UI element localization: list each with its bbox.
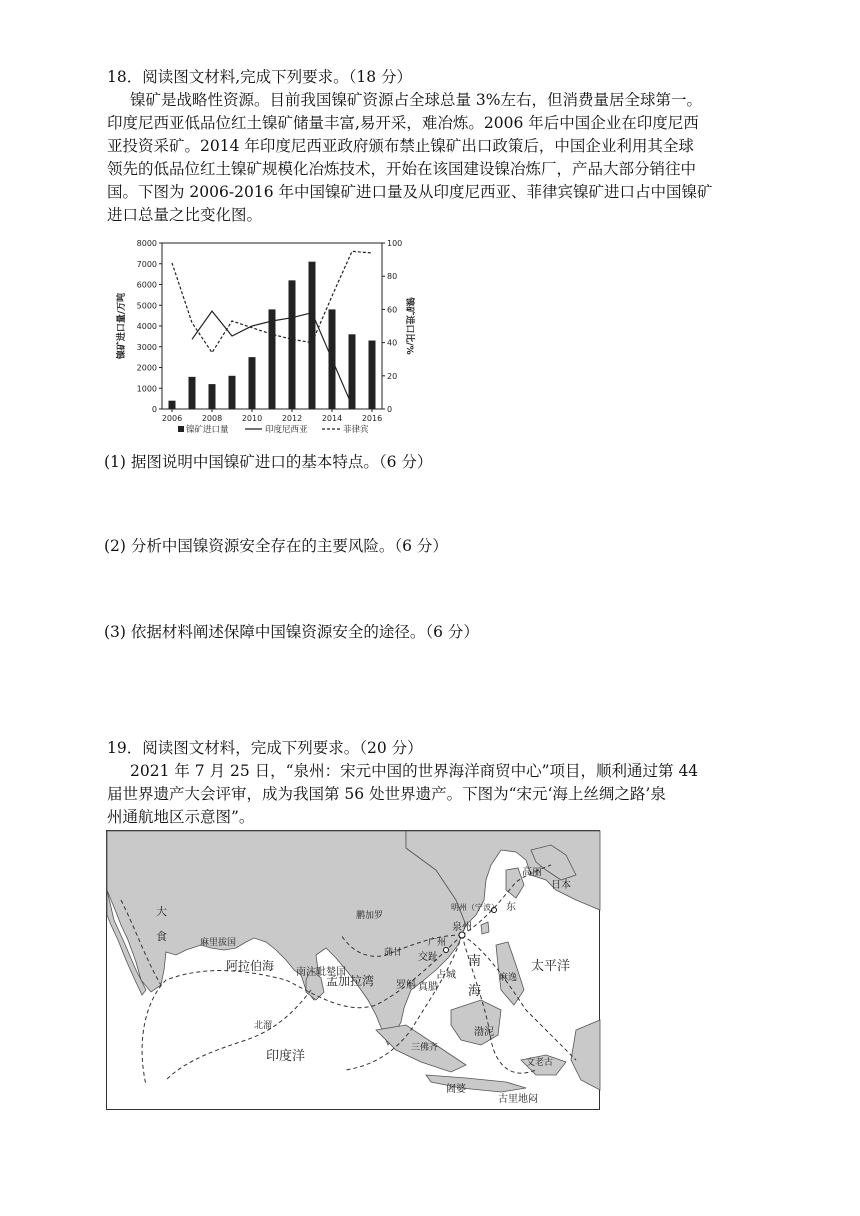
maritime-silk-road-map xyxy=(106,830,600,1110)
map-label: 日本 xyxy=(551,880,571,891)
nickel-import-chart xyxy=(110,233,414,441)
q18-sub-question-1: (1) 据图说明中国镍矿进口的基本特点。（6 分） xyxy=(104,453,433,471)
y-tick-label: 2000 xyxy=(136,363,157,373)
y-tick-label: 3000 xyxy=(136,342,157,352)
x-tick-label: 2012 xyxy=(281,414,303,423)
bar xyxy=(269,309,276,409)
map-label: 真腊 xyxy=(418,982,438,993)
map-label: 交趾 xyxy=(418,952,438,963)
y-tick-label: 5000 xyxy=(136,301,157,311)
guangzhou-marker xyxy=(444,948,449,953)
map-label: 渤泥 xyxy=(474,1027,494,1038)
q19-title: 19．阅读图文材料，完成下列要求。（20 分） xyxy=(107,739,423,757)
y-tick-label: 1000 xyxy=(136,384,157,394)
q19-paragraph: 2021 年 7 月 25 日，“泉州：宋元中国的世界海洋商贸中心”项目，顺利通过第 44 xyxy=(130,762,699,780)
map-label: 罗斛 xyxy=(396,980,416,991)
bar xyxy=(289,280,296,409)
y2-tick-label: 0 xyxy=(387,405,393,414)
map-label: 阇婆 xyxy=(446,1084,466,1095)
legend-label: 菲律宾 xyxy=(343,425,369,435)
q18-sub-question-3: (3) 依据材料阐述保障中国镍资源安全的途径。（6 分） xyxy=(104,623,479,641)
q18-paragraph: 进口总量之比变化图。 xyxy=(107,206,263,224)
legend-swatch-bar xyxy=(178,426,184,432)
bar xyxy=(189,377,196,409)
y2-tick-label: 100 xyxy=(387,239,403,248)
map-label: 大 xyxy=(156,905,167,918)
y-tick-label: 8000 xyxy=(136,239,157,248)
bar xyxy=(229,376,236,409)
q18-sub-question-2: (2) 分析中国镍资源安全存在的主要风险。（6 分） xyxy=(104,537,448,555)
map-label: 鹏加罗 xyxy=(356,911,384,921)
map-label: 东 xyxy=(506,902,516,913)
map-label: 阿拉伯海 xyxy=(226,959,275,973)
x-tick-label: 2010 xyxy=(241,414,263,423)
q18-paragraph: 印度尼西亚低品位红土镍矿储量丰富,易开采，难冶炼。2006 年后中国企业在印度尼西 xyxy=(107,114,699,132)
x-tick-label: 2006 xyxy=(161,414,183,423)
x-tick-label: 2014 xyxy=(321,414,343,423)
map-label: 占城 xyxy=(436,970,456,981)
map-label: 麻逸 xyxy=(499,973,518,983)
legend-label: 印度尼西亚 xyxy=(265,425,308,435)
q19-paragraph: 州通航地区示意图”。 xyxy=(107,808,255,826)
y-tick-label: 6000 xyxy=(136,280,157,290)
map-label: 三佛齐 xyxy=(411,1043,439,1053)
y2-axis-label: 镍矿进口比/% xyxy=(404,297,414,355)
map-label: 麻里拔国 xyxy=(200,938,237,948)
bar xyxy=(249,357,256,409)
y-axis-label: 镍矿进口量/万吨 xyxy=(117,292,127,360)
map-label: 食 xyxy=(156,930,167,943)
map-label: 明州（宁波） xyxy=(451,903,499,912)
q18-title: 18．阅读图文材料,完成下列要求。（18 分） xyxy=(107,68,413,86)
map-label: 泉州 xyxy=(452,922,472,933)
y2-tick-label: 40 xyxy=(387,338,398,348)
map-label: 孟加拉湾 xyxy=(326,974,375,988)
q18-paragraph: 国。下图为 2006-2016 年中国镍矿进口量及从印度尼西亚、菲律宾镍矿进口占中国镍矿 xyxy=(107,183,713,201)
y2-tick-label: 60 xyxy=(387,305,398,315)
map-label: 古里地闷 xyxy=(498,1094,538,1105)
map-label: 蒲甘 xyxy=(384,948,403,958)
map-label: 印度洋 xyxy=(266,1049,306,1064)
q19-paragraph: 届世界遗产大会评审，成为我国第 56 处世界遗产。下图为“宋元‘海上丝绸之路’泉 xyxy=(107,785,666,803)
map-label: 高丽 xyxy=(522,867,542,878)
map-label: 南注毗辇国 xyxy=(296,967,346,978)
bar xyxy=(169,401,176,409)
y-tick-label: 4000 xyxy=(136,322,157,331)
map-label: 广州 xyxy=(428,938,447,948)
legend-label: 镍矿进口量 xyxy=(186,425,229,435)
y2-tick-label: 80 xyxy=(387,272,398,282)
map-label: 文老古 xyxy=(526,1058,554,1068)
map-label: 海 xyxy=(468,984,482,999)
map-label: 南 xyxy=(468,954,482,969)
map-label: 太平洋 xyxy=(531,959,571,974)
y-tick-label: 7000 xyxy=(136,259,157,269)
q18-paragraph: 镍矿是战略性资源。目前我国镍矿资源占全球总量 3%左右，但消费量居全球第一。 xyxy=(130,91,703,109)
y-tick-label: 0 xyxy=(151,405,157,414)
bar xyxy=(309,262,316,409)
x-tick-label: 2016 xyxy=(361,414,383,423)
bar xyxy=(349,334,356,409)
q18-paragraph: 领先的低品位红土镍矿规模化冶炼技术，开始在该国建设镍冶炼厂，产品大部分销往中 xyxy=(107,160,697,178)
map-label: 北溜 xyxy=(254,1021,273,1031)
y2-tick-label: 20 xyxy=(387,371,398,381)
q18-paragraph: 亚投资采矿。2014 年印度尼西亚政府颁布禁止镍矿出口政策后，中国企业利用其全球 xyxy=(107,137,694,155)
bar xyxy=(369,341,376,409)
bar xyxy=(209,384,216,409)
x-tick-label: 2008 xyxy=(201,414,223,423)
